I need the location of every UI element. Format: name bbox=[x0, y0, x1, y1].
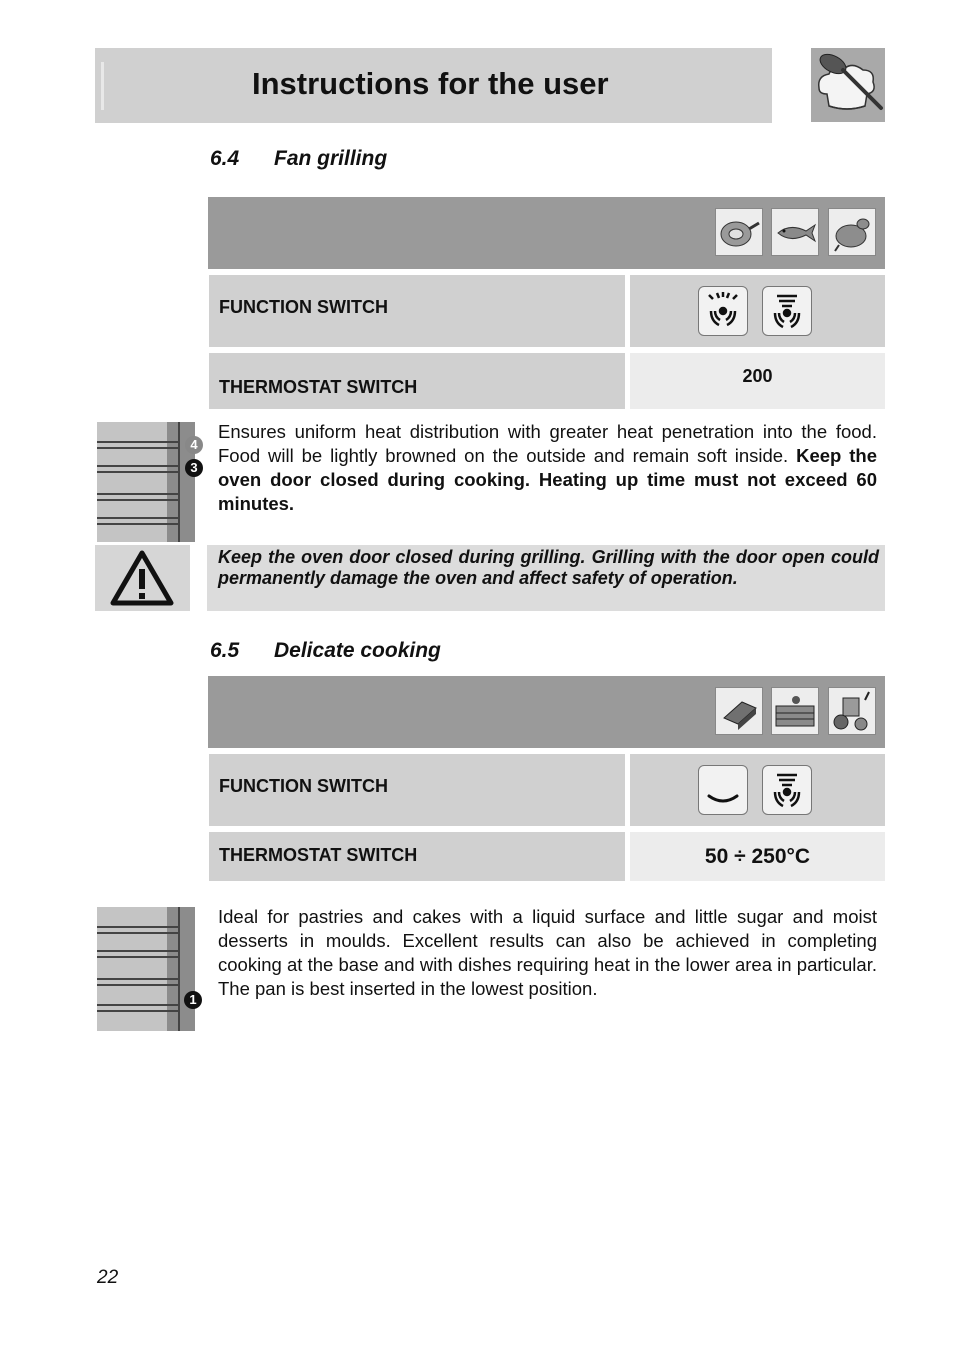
section-title: Fan grilling bbox=[274, 147, 388, 170]
oven-shelf-illustration bbox=[97, 422, 195, 542]
vegetables-icon bbox=[828, 687, 876, 735]
shelf-position-1: 1 bbox=[184, 991, 202, 1009]
header-bar bbox=[95, 48, 772, 123]
function-switch-label-cell bbox=[209, 754, 625, 826]
food-icons-band bbox=[208, 676, 885, 748]
function-switch-label-cell bbox=[209, 275, 625, 347]
warning-text: Keep the oven door closed during grilling. Grilling with the door open could permanently damage the oven and affect safety of operation. bbox=[218, 547, 879, 588]
bread-icon bbox=[715, 687, 763, 735]
description-text: Ensures uniform heat distribution with greater heat penetration into the food. Food will be lightly browned on the outside and remain soft inside. bbox=[218, 421, 877, 466]
function-switch-label: FUNCTION SWITCH bbox=[219, 297, 388, 317]
thermostat-value-cell bbox=[630, 353, 885, 409]
page-number: 22 bbox=[97, 1267, 119, 1288]
section-heading-fan-grilling bbox=[210, 147, 387, 171]
fish-icon bbox=[771, 208, 819, 256]
section-number: 6.5 bbox=[210, 639, 240, 662]
poultry-icon bbox=[828, 208, 876, 256]
fan-grill-icon bbox=[762, 286, 812, 336]
thermostat-switch-label: THERMOSTAT SWITCH bbox=[219, 377, 418, 397]
warning-triangle-icon bbox=[95, 545, 190, 611]
meat-icon bbox=[715, 208, 763, 256]
header-edge bbox=[101, 62, 104, 110]
thermostat-switch-label-cell bbox=[209, 832, 625, 881]
function-switch-icons-cell bbox=[630, 275, 885, 347]
shelf-position-4: 4 bbox=[185, 436, 203, 454]
section-title: Delicate cooking bbox=[274, 639, 441, 662]
section-number: 6.4 bbox=[210, 147, 240, 170]
shelf-position-3: 3 bbox=[185, 459, 203, 477]
thermostat-value-cell bbox=[630, 832, 885, 881]
cake-icon bbox=[771, 687, 819, 735]
warning-box bbox=[207, 545, 885, 611]
function-switch-label: FUNCTION SWITCH bbox=[219, 776, 388, 796]
description-bold-text: Keep the oven door closed during cooking. Heating up time must not exceed 60 minutes. bbox=[218, 445, 877, 514]
page-title: Instructions for the user bbox=[252, 66, 609, 101]
function-switch-icons-cell bbox=[630, 754, 885, 826]
oven-shelf-illustration bbox=[97, 907, 195, 1031]
thermostat-value: 50 ÷ 250°C bbox=[704, 845, 811, 868]
thermostat-switch-label: THERMOSTAT SWITCH bbox=[219, 845, 418, 865]
spoon-chef-hat-icon bbox=[811, 48, 885, 122]
delicate-cooking-description: Ideal for pastries and cakes with a liquid surface and little sugar and moist desserts in moulds. Excellent results can also be achieved in completing cooking at the base and with dishes requiring heat in the lower area in particular. The pan is best inserted in the lowest position. bbox=[218, 906, 877, 999]
bottom-element-icon bbox=[698, 765, 748, 815]
fan-grill-icon bbox=[698, 286, 748, 336]
thermostat-switch-label-cell bbox=[209, 353, 625, 409]
thermostat-value: 200 bbox=[742, 366, 773, 386]
food-icons-band bbox=[208, 197, 885, 269]
fan-grilling-description bbox=[218, 420, 877, 516]
section-heading-delicate-cooking bbox=[210, 639, 441, 663]
fan-grill-icon bbox=[762, 765, 812, 815]
